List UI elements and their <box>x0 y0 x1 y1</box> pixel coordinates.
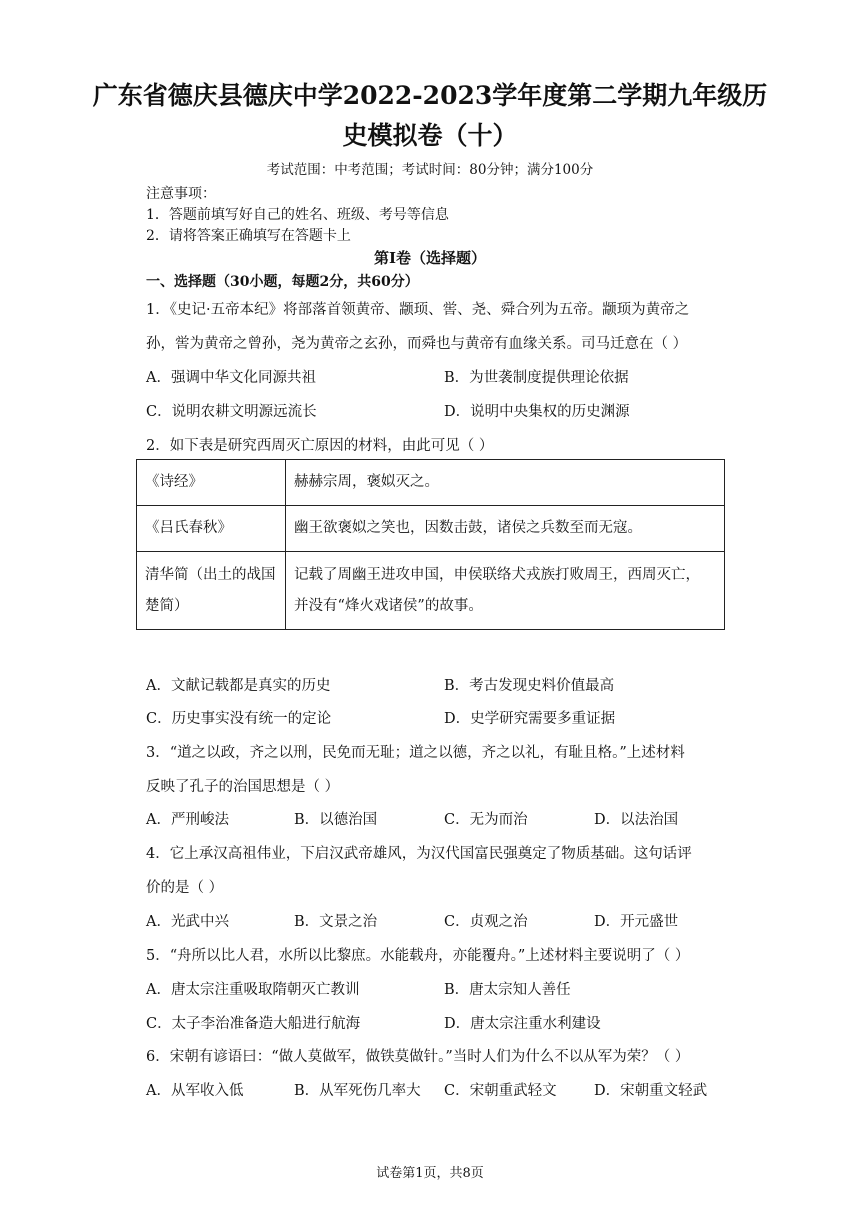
part-title: 一、选择题（30小题，每题2分，共60分） <box>146 274 419 290</box>
table-cell-line: 并没有“烽火戏诸侯”的故事。 <box>294 597 483 614</box>
question-3-option-d: D．以法治国 <box>594 812 679 828</box>
question-1-option-d: D．说明中央集权的历史渊源 <box>444 404 630 420</box>
table-row <box>137 460 725 506</box>
question-1-line: 孙，喾为黄帝之曾孙，尧为黄帝之玄孙，而舜也与黄帝有血缘关系。司马迁意在（ ） <box>146 336 688 352</box>
page-footer: 试卷第1页，共8页 <box>376 1166 484 1181</box>
question-3-line: 3．“道之以政，齐之以刑，民免而无耻；道之以德，齐之以礼，有耻且格。”上述材料 <box>146 745 685 761</box>
question-6-option-d: D．宋朝重文轻武 <box>594 1083 708 1099</box>
table-cell-content: 幽王欲褒姒之笑也，因数击鼓，诸侯之兵数至而无寇。 <box>286 506 725 552</box>
question-3-line: 反映了孔子的治国思想是（ ） <box>146 779 340 795</box>
question-6-option-b: B．从军死伤几率大 <box>294 1083 421 1099</box>
volume-title: 第I卷（选择题） <box>373 249 487 267</box>
question-4-option-b: B．文景之治 <box>294 914 378 930</box>
question-2-line: 2．如下表是研究西周灭亡原因的材料，由此可见（ ） <box>146 438 494 454</box>
table-cell-content <box>286 552 725 630</box>
table-cell-line: 记载了周幽王进攻申国，申侯联络犬戎族打败周王，西周灭亡， <box>294 566 700 583</box>
question-2-option-d: D．史学研究需要多重证据 <box>444 711 616 727</box>
table-cell-line: 清华简（出土的战国 <box>145 566 276 583</box>
table-cell-source: 《诗经》 <box>137 460 286 506</box>
question-3-option-c: C．无为而治 <box>444 812 528 828</box>
question-4-option-c: C．贞观之治 <box>444 914 528 930</box>
note-item: 2．请将答案正确填写在答题卡上 <box>146 228 351 244</box>
table-row <box>137 552 725 630</box>
question-4-option-d: D．开元盛世 <box>594 914 679 930</box>
question-1-option-c: C．说明农耕文明源远流长 <box>146 404 317 420</box>
table-cell-source <box>137 552 286 630</box>
question-6-option-c: C．宋朝重武轻文 <box>444 1083 557 1099</box>
question-4-line: 4．它上承汉高祖伟业，下启汉武帝雄风，为汉代国富民强奠定了物质基础。这句话评 <box>146 846 692 862</box>
question-1-option-b: B．为世袭制度提供理论依据 <box>444 370 629 386</box>
material-table <box>136 459 725 630</box>
question-6-option-a: A．从军收入低 <box>146 1083 244 1099</box>
exam-title-line1: 广东省德庆县德庆中学2022-2023学年度第二学期九年级历 <box>92 81 768 110</box>
question-5-option-a: A．唐太宗注重吸取隋朝灭亡教训 <box>146 982 360 998</box>
table-cell-source: 《吕氏春秋》 <box>137 506 286 552</box>
question-3-option-b: B．以德治国 <box>294 812 378 828</box>
table-row <box>137 506 725 552</box>
question-2-option-c: C．历史事实没有统一的定论 <box>146 711 332 727</box>
question-2-option-b: B．考古发现史料价值最高 <box>444 678 615 694</box>
question-5-option-b: B．唐太宗知人善任 <box>444 982 571 998</box>
question-4-line: 价的是（ ） <box>146 880 224 896</box>
question-3-option-a: A．严刑峻法 <box>146 812 229 828</box>
question-4-option-a: A．光武中兴 <box>146 914 229 930</box>
question-1-option-a: A．强调中华文化同源共祖 <box>146 370 316 386</box>
question-2-option-a: A．文献记载都是真实的历史 <box>146 678 331 694</box>
note-item: 1．答题前填写好自己的姓名、班级、考号等信息 <box>146 207 449 223</box>
question-1-line: 1．《史记·五帝本纪》将部落首领黄帝、颛顼、喾、尧、舜合列为五帝。颛顼为黄帝之 <box>146 302 690 318</box>
table-cell-content: 赫赫宗周，褒姒灭之。 <box>286 460 725 506</box>
question-5-option-d: D．唐太宗注重水利建设 <box>444 1016 601 1032</box>
exam-title-line2: 史模拟卷（十） <box>342 121 518 150</box>
question-6-line: 6．宋朝有谚语曰：“做人莫做军，做铁莫做针。”当时人们为什么不以从军为荣？（ ） <box>146 1049 690 1065</box>
question-5-line: 5．“舟所以比人君，水所以比黎庶。水能载舟，亦能覆舟。”上述材料主要说明了（ ） <box>146 948 690 964</box>
question-5-option-c: C．太子李治准备造大船进行航海 <box>146 1016 361 1032</box>
exam-info: 考试范围：中考范围；考试时间：80分钟；满分100分 <box>266 162 594 178</box>
table-cell-line: 楚简） <box>145 597 189 614</box>
notes-heading: 注意事项： <box>146 186 216 202</box>
